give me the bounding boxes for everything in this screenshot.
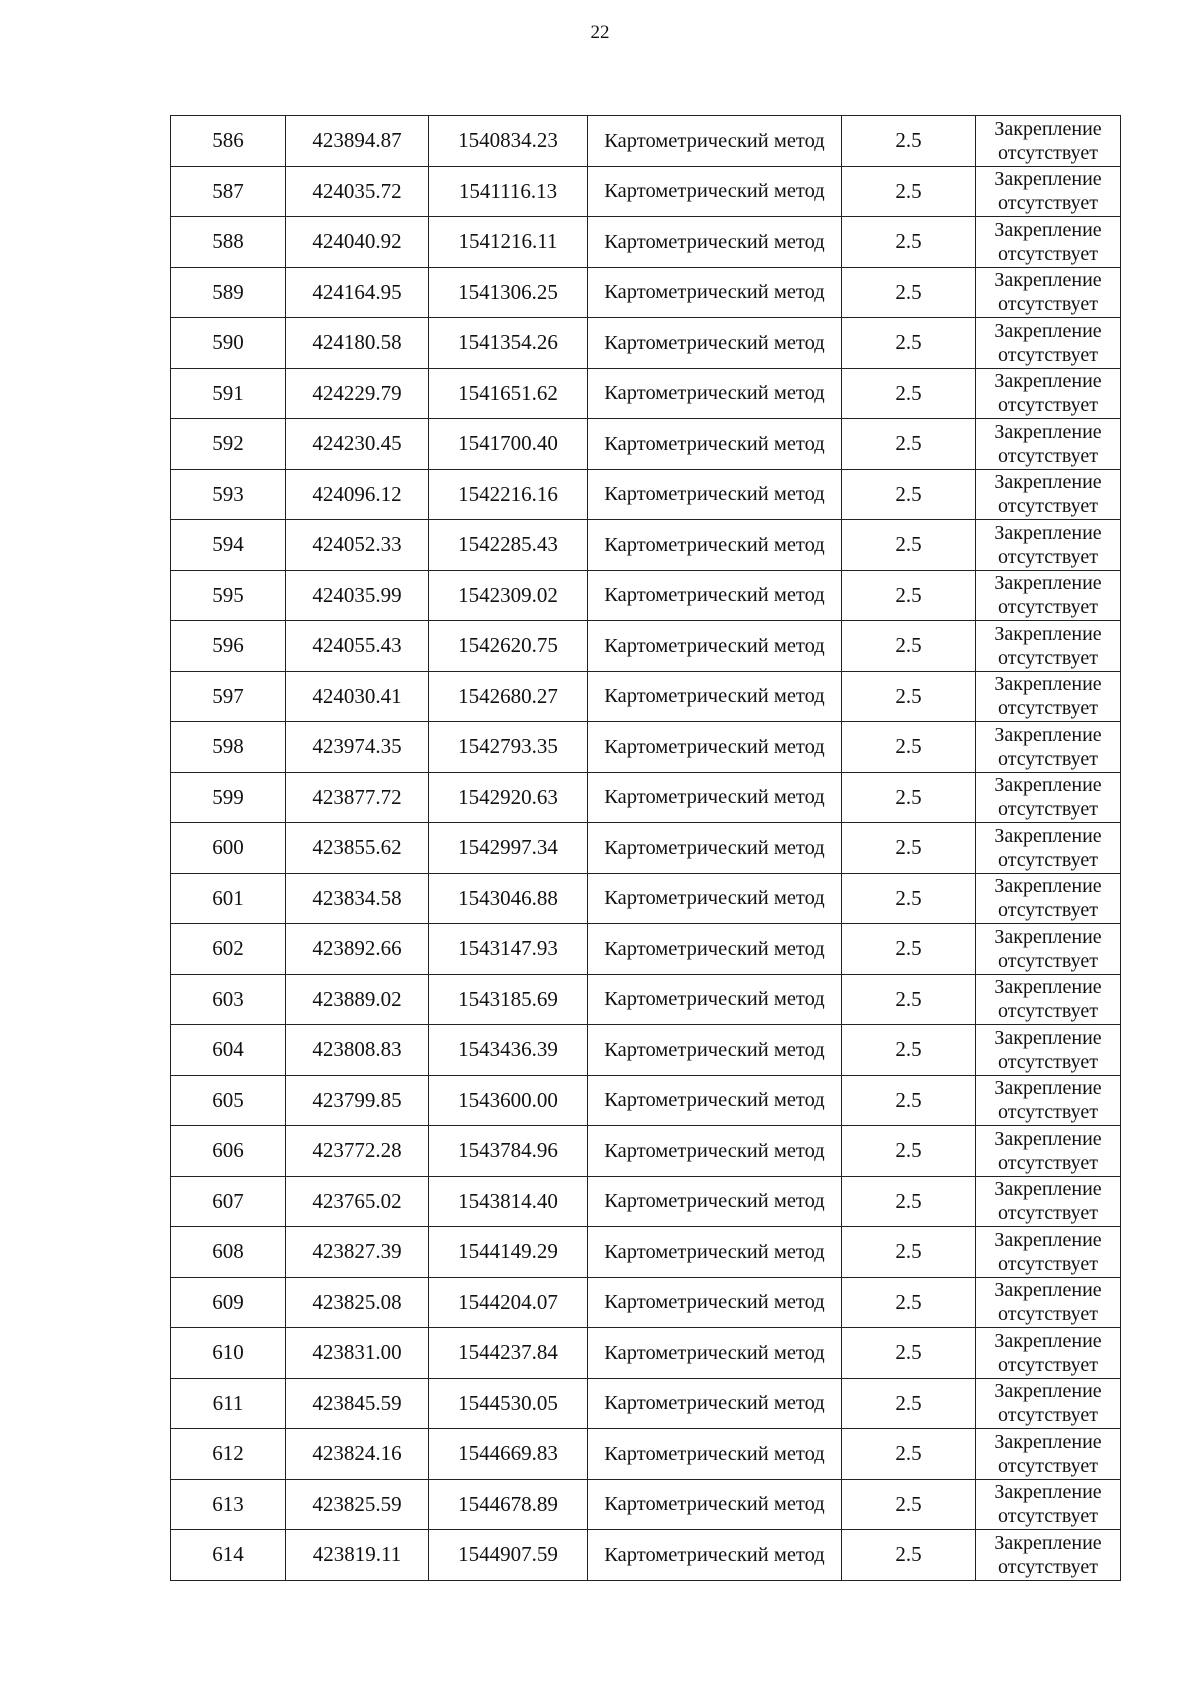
fixation-cell [976, 318, 1121, 369]
fixation-line-1: Закрепление [994, 269, 1102, 292]
accuracy-cell: 2.5 [842, 1227, 976, 1278]
fixation-cell [976, 1227, 1121, 1278]
fixation-line-2: отсутствует [997, 495, 1099, 518]
fixation-line-2: отсутствует [997, 394, 1099, 417]
point-number-cell: 610 [171, 1328, 286, 1379]
x-coordinate-cell: 424035.72 [286, 166, 429, 217]
method-cell: Картометрический метод [588, 570, 842, 621]
fixation-line-2: отсутствует [997, 242, 1099, 265]
fixation-line-1: Закрепление [994, 1228, 1102, 1251]
point-number-cell: 606 [171, 1126, 286, 1177]
accuracy-cell: 2.5 [842, 166, 976, 217]
table-row [171, 772, 1121, 823]
method-cell: Картометрический метод [588, 772, 842, 823]
method-cell: Картометрический метод [588, 267, 842, 318]
table-row [171, 419, 1121, 470]
method-cell: Картометрический метод [588, 1530, 842, 1581]
method-cell: Картометрический метод [588, 1328, 842, 1379]
accuracy-cell: 2.5 [842, 722, 976, 773]
x-coordinate-cell: 423845.59 [286, 1378, 429, 1429]
point-number-cell: 597 [171, 671, 286, 722]
x-coordinate-cell: 423855.62 [286, 823, 429, 874]
x-coordinate-cell: 423889.02 [286, 974, 429, 1025]
point-number-cell: 608 [171, 1227, 286, 1278]
x-coordinate-cell: 424230.45 [286, 419, 429, 470]
accuracy-cell: 2.5 [842, 1025, 976, 1076]
fixation-cell [976, 1075, 1121, 1126]
accuracy-cell: 2.5 [842, 1075, 976, 1126]
fixation-line-1: Закрепление [994, 1481, 1102, 1504]
point-number-cell: 611 [171, 1378, 286, 1429]
x-coordinate-cell: 423765.02 [286, 1176, 429, 1227]
y-coordinate-cell: 1543600.00 [429, 1075, 588, 1126]
table-row [171, 722, 1121, 773]
fixation-line-1: Закрепление [994, 673, 1102, 696]
y-coordinate-cell: 1543814.40 [429, 1176, 588, 1227]
fixation-cell [976, 873, 1121, 924]
fixation-cell [976, 924, 1121, 975]
table-row [171, 1277, 1121, 1328]
method-cell: Картометрический метод [588, 318, 842, 369]
table-row [171, 267, 1121, 318]
x-coordinate-cell: 423894.87 [286, 116, 429, 167]
method-cell: Картометрический метод [588, 217, 842, 268]
accuracy-cell: 2.5 [842, 570, 976, 621]
method-cell: Картометрический метод [588, 621, 842, 672]
accuracy-cell: 2.5 [842, 520, 976, 571]
accuracy-cell: 2.5 [842, 267, 976, 318]
x-coordinate-cell: 424052.33 [286, 520, 429, 571]
fixation-line-1: Закрепление [994, 168, 1102, 191]
fixation-line-1: Закрепление [994, 572, 1102, 595]
table-row [171, 873, 1121, 924]
y-coordinate-cell: 1540834.23 [429, 116, 588, 167]
point-number-cell: 587 [171, 166, 286, 217]
accuracy-cell: 2.5 [842, 1429, 976, 1480]
fixation-line-1: Закрепление [994, 521, 1102, 544]
table-row [171, 823, 1121, 874]
accuracy-cell: 2.5 [842, 116, 976, 167]
y-coordinate-cell: 1544678.89 [429, 1479, 588, 1530]
point-number-cell: 613 [171, 1479, 286, 1530]
accuracy-cell: 2.5 [842, 621, 976, 672]
fixation-cell [976, 267, 1121, 318]
fixation-cell [976, 1126, 1121, 1177]
table-row [171, 166, 1121, 217]
fixation-line-2: отсутствует [997, 747, 1099, 770]
method-cell: Картометрический метод [588, 469, 842, 520]
fixation-cell [976, 520, 1121, 571]
table-row [171, 1429, 1121, 1480]
fixation-line-1: Закрепление [994, 319, 1102, 342]
x-coordinate-cell: 423819.11 [286, 1530, 429, 1581]
fixation-cell [976, 1429, 1121, 1480]
method-cell: Картометрический метод [588, 671, 842, 722]
fixation-cell [976, 1328, 1121, 1379]
fixation-line-1: Закрепление [994, 1127, 1102, 1150]
fixation-line-1: Закрепление [994, 1279, 1102, 1302]
fixation-line-2: отсутствует [997, 646, 1099, 669]
method-cell: Картометрический метод [588, 520, 842, 571]
fixation-cell [976, 368, 1121, 419]
x-coordinate-cell: 424164.95 [286, 267, 429, 318]
fixation-line-2: отсутствует [997, 1404, 1099, 1427]
method-cell: Картометрический метод [588, 1429, 842, 1480]
table-row [171, 469, 1121, 520]
fixation-line-2: отсутствует [997, 343, 1099, 366]
fixation-line-2: отсутствует [997, 697, 1099, 720]
table-row [171, 368, 1121, 419]
y-coordinate-cell: 1544204.07 [429, 1277, 588, 1328]
accuracy-cell: 2.5 [842, 1328, 976, 1379]
table-row [171, 520, 1121, 571]
fixation-cell [976, 722, 1121, 773]
point-number-cell: 605 [171, 1075, 286, 1126]
fixation-cell [976, 671, 1121, 722]
method-cell: Картометрический метод [588, 1277, 842, 1328]
x-coordinate-cell: 424055.43 [286, 621, 429, 672]
fixation-line-2: отсутствует [997, 444, 1099, 467]
fixation-cell [976, 570, 1121, 621]
table-row [171, 924, 1121, 975]
y-coordinate-cell: 1544669.83 [429, 1429, 588, 1480]
x-coordinate-cell: 423834.58 [286, 873, 429, 924]
fixation-line-1: Закрепление [994, 976, 1102, 999]
fixation-line-1: Закрепление [994, 875, 1102, 898]
y-coordinate-cell: 1541354.26 [429, 318, 588, 369]
fixation-line-2: отсутствует [997, 1555, 1099, 1578]
fixation-line-1: Закрепление [994, 117, 1102, 140]
fixation-cell [976, 116, 1121, 167]
x-coordinate-cell: 423825.08 [286, 1277, 429, 1328]
point-number-cell: 604 [171, 1025, 286, 1076]
fixation-line-2: отсутствует [997, 1000, 1099, 1023]
fixation-line-2: отсутствует [997, 899, 1099, 922]
method-cell: Картометрический метод [588, 1378, 842, 1429]
fixation-line-2: отсутствует [997, 545, 1099, 568]
page-number: 22 [590, 22, 610, 43]
fixation-line-1: Закрепление [994, 1531, 1102, 1554]
fixation-line-2: отсутствует [997, 1050, 1099, 1073]
fixation-cell [976, 1025, 1121, 1076]
table-row [171, 570, 1121, 621]
method-cell: Картометрический метод [588, 722, 842, 773]
fixation-line-1: Закрепление [994, 1178, 1102, 1201]
table-row [171, 1328, 1121, 1379]
y-coordinate-cell: 1543784.96 [429, 1126, 588, 1177]
fixation-cell [976, 772, 1121, 823]
fixation-cell [976, 1176, 1121, 1227]
point-number-cell: 592 [171, 419, 286, 470]
accuracy-cell: 2.5 [842, 1176, 976, 1227]
fixation-line-2: отсутствует [997, 1151, 1099, 1174]
fixation-cell [976, 823, 1121, 874]
point-number-cell: 595 [171, 570, 286, 621]
point-number-cell: 598 [171, 722, 286, 773]
point-number-cell: 590 [171, 318, 286, 369]
fixation-line-2: отсутствует [997, 596, 1099, 619]
table-body [171, 116, 1121, 1581]
method-cell: Картометрический метод [588, 1025, 842, 1076]
table-row [171, 974, 1121, 1025]
point-number-cell: 596 [171, 621, 286, 672]
point-number-cell: 614 [171, 1530, 286, 1581]
point-number-cell: 607 [171, 1176, 286, 1227]
fixation-line-1: Закрепление [994, 370, 1102, 393]
method-cell: Картометрический метод [588, 1227, 842, 1278]
y-coordinate-cell: 1543147.93 [429, 924, 588, 975]
method-cell: Картометрический метод [588, 116, 842, 167]
y-coordinate-cell: 1541116.13 [429, 166, 588, 217]
table-row [171, 1176, 1121, 1227]
accuracy-cell: 2.5 [842, 671, 976, 722]
x-coordinate-cell: 424180.58 [286, 318, 429, 369]
x-coordinate-cell: 423827.39 [286, 1227, 429, 1278]
fixation-line-1: Закрепление [994, 420, 1102, 443]
fixation-line-2: отсутствует [997, 1101, 1099, 1124]
y-coordinate-cell: 1543436.39 [429, 1025, 588, 1076]
fixation-cell [976, 1479, 1121, 1530]
accuracy-cell: 2.5 [842, 217, 976, 268]
y-coordinate-cell: 1544530.05 [429, 1378, 588, 1429]
y-coordinate-cell: 1544149.29 [429, 1227, 588, 1278]
fixation-line-1: Закрепление [994, 218, 1102, 241]
fixation-line-2: отсутствует [997, 949, 1099, 972]
y-coordinate-cell: 1542997.34 [429, 823, 588, 874]
accuracy-cell: 2.5 [842, 1378, 976, 1429]
point-number-cell: 586 [171, 116, 286, 167]
fixation-line-1: Закрепление [994, 1077, 1102, 1100]
point-number-cell: 589 [171, 267, 286, 318]
method-cell: Картометрический метод [588, 823, 842, 874]
fixation-line-1: Закрепление [994, 471, 1102, 494]
x-coordinate-cell: 423799.85 [286, 1075, 429, 1126]
table-row [171, 671, 1121, 722]
fixation-line-2: отсутствует [997, 1505, 1099, 1528]
table-row [171, 1227, 1121, 1278]
method-cell: Картометрический метод [588, 1075, 842, 1126]
table-row [171, 1479, 1121, 1530]
accuracy-cell: 2.5 [842, 1277, 976, 1328]
y-coordinate-cell: 1542793.35 [429, 722, 588, 773]
fixation-line-1: Закрепление [994, 1380, 1102, 1403]
fixation-line-1: Закрепление [994, 622, 1102, 645]
fixation-line-1: Закрепление [994, 1430, 1102, 1453]
table-row [171, 1126, 1121, 1177]
y-coordinate-cell: 1541306.25 [429, 267, 588, 318]
y-coordinate-cell: 1544237.84 [429, 1328, 588, 1379]
fixation-cell [976, 1530, 1121, 1581]
accuracy-cell: 2.5 [842, 873, 976, 924]
fixation-line-2: отсутствует [997, 798, 1099, 821]
x-coordinate-cell: 423808.83 [286, 1025, 429, 1076]
y-coordinate-cell: 1542285.43 [429, 520, 588, 571]
fixation-cell [976, 419, 1121, 470]
accuracy-cell: 2.5 [842, 1530, 976, 1581]
fixation-line-1: Закрепление [994, 723, 1102, 746]
point-number-cell: 612 [171, 1429, 286, 1480]
fixation-line-2: отсутствует [997, 192, 1099, 215]
table-row [171, 1378, 1121, 1429]
method-cell: Картометрический метод [588, 368, 842, 419]
accuracy-cell: 2.5 [842, 823, 976, 874]
y-coordinate-cell: 1541651.62 [429, 368, 588, 419]
y-coordinate-cell: 1541216.11 [429, 217, 588, 268]
accuracy-cell: 2.5 [842, 772, 976, 823]
fixation-cell [976, 621, 1121, 672]
accuracy-cell: 2.5 [842, 1126, 976, 1177]
point-number-cell: 593 [171, 469, 286, 520]
method-cell: Картометрический метод [588, 1176, 842, 1227]
method-cell: Картометрический метод [588, 1126, 842, 1177]
fixation-line-2: отсутствует [997, 1252, 1099, 1275]
y-coordinate-cell: 1542216.16 [429, 469, 588, 520]
y-coordinate-cell: 1544907.59 [429, 1530, 588, 1581]
x-coordinate-cell: 423877.72 [286, 772, 429, 823]
point-number-cell: 594 [171, 520, 286, 571]
accuracy-cell: 2.5 [842, 318, 976, 369]
fixation-line-2: отсутствует [997, 293, 1099, 316]
x-coordinate-cell: 423831.00 [286, 1328, 429, 1379]
x-coordinate-cell: 424030.41 [286, 671, 429, 722]
fixation-line-1: Закрепление [994, 1026, 1102, 1049]
accuracy-cell: 2.5 [842, 1479, 976, 1530]
y-coordinate-cell: 1541700.40 [429, 419, 588, 470]
coordinates-table [170, 115, 1121, 1581]
table-row [171, 1025, 1121, 1076]
point-number-cell: 600 [171, 823, 286, 874]
x-coordinate-cell: 423825.59 [286, 1479, 429, 1530]
fixation-cell [976, 1277, 1121, 1328]
fixation-cell [976, 166, 1121, 217]
fixation-line-1: Закрепление [994, 774, 1102, 797]
fixation-cell [976, 1378, 1121, 1429]
y-coordinate-cell: 1542680.27 [429, 671, 588, 722]
y-coordinate-cell: 1543185.69 [429, 974, 588, 1025]
method-cell: Картометрический метод [588, 166, 842, 217]
fixation-line-1: Закрепление [994, 824, 1102, 847]
fixation-cell [976, 974, 1121, 1025]
x-coordinate-cell: 423974.35 [286, 722, 429, 773]
table-row [171, 318, 1121, 369]
accuracy-cell: 2.5 [842, 469, 976, 520]
x-coordinate-cell: 423892.66 [286, 924, 429, 975]
x-coordinate-cell: 424229.79 [286, 368, 429, 419]
point-number-cell: 588 [171, 217, 286, 268]
fixation-cell [976, 217, 1121, 268]
y-coordinate-cell: 1542620.75 [429, 621, 588, 672]
fixation-cell [976, 469, 1121, 520]
point-number-cell: 599 [171, 772, 286, 823]
y-coordinate-cell: 1543046.88 [429, 873, 588, 924]
accuracy-cell: 2.5 [842, 924, 976, 975]
x-coordinate-cell: 423824.16 [286, 1429, 429, 1480]
fixation-line-2: отсутствует [997, 848, 1099, 871]
y-coordinate-cell: 1542309.02 [429, 570, 588, 621]
method-cell: Картометрический метод [588, 419, 842, 470]
accuracy-cell: 2.5 [842, 368, 976, 419]
accuracy-cell: 2.5 [842, 419, 976, 470]
fixation-line-2: отсутствует [997, 141, 1099, 164]
table-row [171, 217, 1121, 268]
x-coordinate-cell: 423772.28 [286, 1126, 429, 1177]
x-coordinate-cell: 424096.12 [286, 469, 429, 520]
accuracy-cell: 2.5 [842, 974, 976, 1025]
y-coordinate-cell: 1542920.63 [429, 772, 588, 823]
table-row [171, 1075, 1121, 1126]
fixation-line-1: Закрепление [994, 925, 1102, 948]
point-number-cell: 601 [171, 873, 286, 924]
x-coordinate-cell: 424035.99 [286, 570, 429, 621]
method-cell: Картометрический метод [588, 974, 842, 1025]
point-number-cell: 603 [171, 974, 286, 1025]
method-cell: Картометрический метод [588, 873, 842, 924]
method-cell: Картометрический метод [588, 924, 842, 975]
point-number-cell: 591 [171, 368, 286, 419]
point-number-cell: 602 [171, 924, 286, 975]
table-row [171, 1530, 1121, 1581]
fixation-line-2: отсутствует [997, 1454, 1099, 1477]
fixation-line-2: отсутствует [997, 1202, 1099, 1225]
fixation-line-2: отсутствует [997, 1353, 1099, 1376]
fixation-line-2: отсутствует [997, 1303, 1099, 1326]
method-cell: Картометрический метод [588, 1479, 842, 1530]
fixation-line-1: Закрепление [994, 1329, 1102, 1352]
table-row [171, 116, 1121, 167]
point-number-cell: 609 [171, 1277, 286, 1328]
table-row [171, 621, 1121, 672]
x-coordinate-cell: 424040.92 [286, 217, 429, 268]
